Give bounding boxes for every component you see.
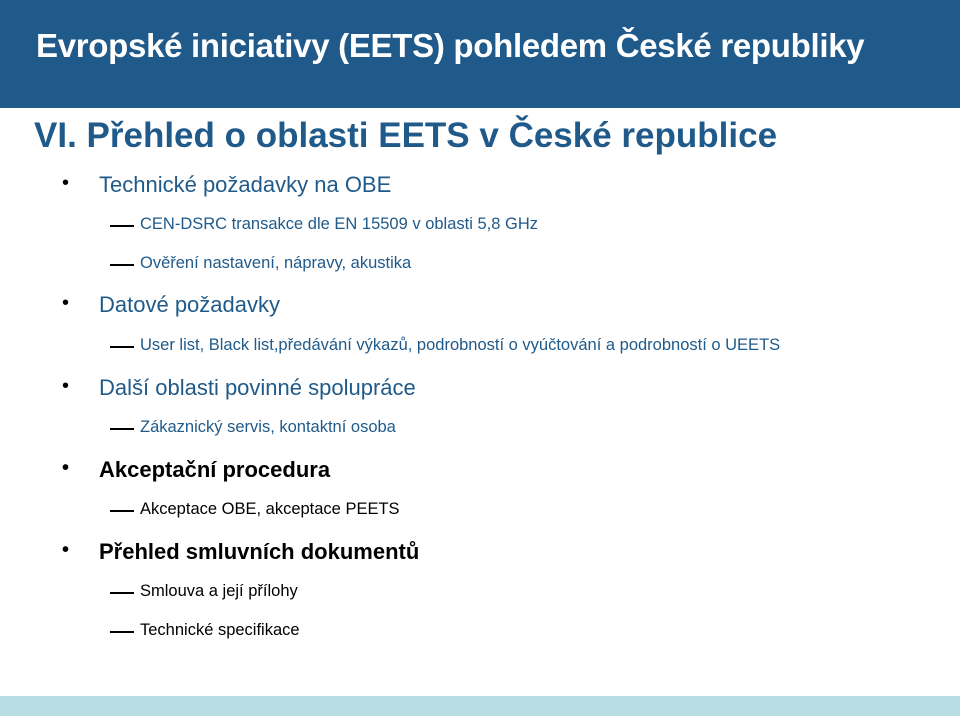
outline-subitem-label: Zákaznický servis, kontaktní osoba xyxy=(140,418,396,436)
outline-subitem-label: Ověření nastavení, nápravy, akustika xyxy=(140,254,412,272)
bullet-icon: • xyxy=(62,457,70,479)
outline-item-label: Datové požadavky xyxy=(99,292,280,317)
dash-icon xyxy=(110,510,134,512)
slide-title: VI. Přehled o oblasti EETS v České republice xyxy=(34,116,778,155)
outline-item-label: Přehled smluvních dokumentů xyxy=(99,539,420,564)
outline-subitem-label: User list, Black list,předávání výkazů, podrobností o vyúčtování a podrobností o UEETS xyxy=(140,336,781,354)
bullet-icon: • xyxy=(62,172,70,194)
dash-icon xyxy=(110,264,134,266)
header-bar xyxy=(0,0,960,108)
dash-icon xyxy=(110,428,134,430)
bullet-icon: • xyxy=(62,539,70,561)
outline-subitem-label: Smlouva a její přílohy xyxy=(140,582,298,600)
outline-subitem-label: Akceptace OBE, akceptace PEETS xyxy=(140,500,400,518)
outline-item-label: Technické požadavky na OBE xyxy=(99,172,392,197)
dash-icon xyxy=(110,225,134,227)
outline-subitem-label: Technické specifikace xyxy=(140,621,300,639)
dash-icon xyxy=(110,346,134,348)
outline-item-label: Další oblasti povinné spolupráce xyxy=(99,375,416,400)
outline-subitem-label: CEN-DSRC transakce dle EN 15509 v oblasti 5,8 GHz xyxy=(140,215,538,233)
dash-icon xyxy=(110,592,134,594)
footer-bar xyxy=(0,696,960,716)
bullet-icon: • xyxy=(62,375,70,397)
outline-item-label: Akceptační procedura xyxy=(99,457,331,482)
header-title: Evropské iniciativy (EETS) pohledem České republiky xyxy=(36,27,865,64)
dash-icon xyxy=(110,631,134,633)
bullet-icon: • xyxy=(62,292,70,314)
